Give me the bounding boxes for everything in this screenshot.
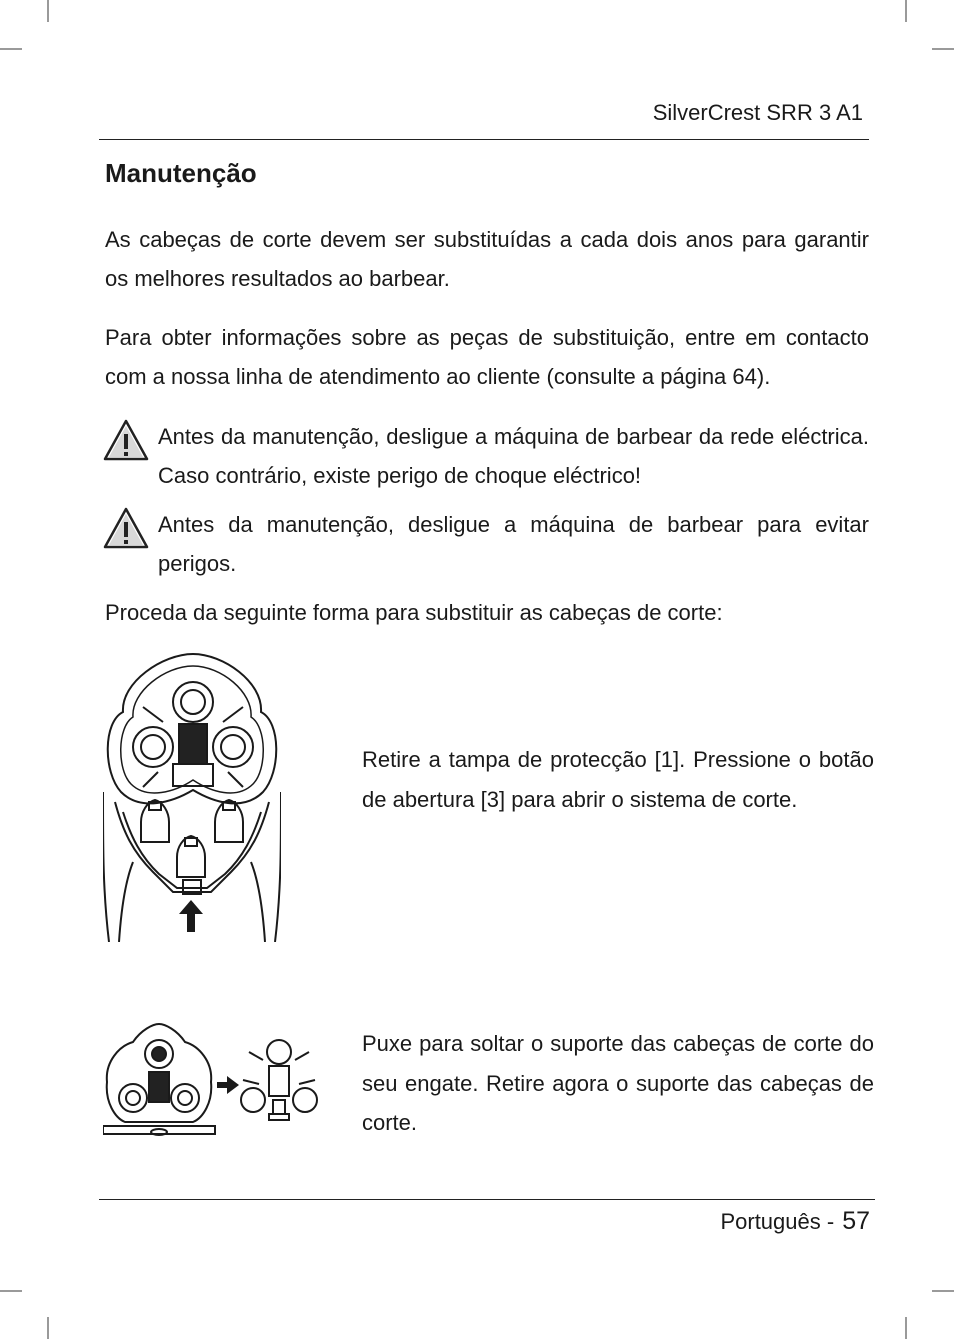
step-1-text: Retire a tampa de protecção [1]. Pressione o botão de abertura [3] para abrir o sistema de corte. [362, 747, 874, 812]
crop-mark [932, 1290, 954, 1292]
step-2-text: Puxe para soltar o suporte das cabeças de corte do seu engate. Retire agora o suporte das cabeças de corte. [362, 1031, 874, 1135]
header-rule [99, 139, 869, 140]
paragraph-replacement-interval: As cabeças de corte devem ser substituídas a cada dois anos para garantir os melhores resultados ao barbear. [105, 227, 869, 291]
footer-rule [99, 1199, 875, 1200]
crop-mark [47, 1317, 49, 1339]
crop-mark [932, 48, 954, 50]
crop-mark [47, 0, 49, 22]
crop-mark [905, 0, 907, 22]
page-footer [720, 1207, 870, 1236]
crop-mark [0, 48, 22, 50]
footer-language: Português - [720, 1209, 835, 1234]
arrow-icon [217, 1076, 239, 1094]
procedure-intro: Proceda da seguinte forma para substituir as cabeças de corte: [105, 600, 723, 625]
crop-mark [905, 1317, 907, 1339]
page-number: 57 [842, 1207, 870, 1235]
warning-text-electric: Antes da manutenção, desligue a máquina de barbear da rede eléctrica. Caso contrário, existe perigo de choque eléctrico! [158, 424, 869, 488]
warning-block [103, 505, 869, 583]
paragraph-spare-parts: Para obter informações sobre as peças de substituição, entre em contacto com a nossa linha de atendimento ao cliente (consulte a página 64). [105, 325, 869, 389]
warning-triangle-icon [103, 419, 149, 461]
crop-mark [0, 1290, 22, 1292]
section-title: Manutenção [105, 158, 257, 188]
page-header: SilverCrest SRR 3 A1 [652, 100, 863, 125]
warning-triangle-icon [103, 507, 149, 549]
warning-text-danger: Antes da manutenção, desligue a máquina de barbear para evitar perigos. [158, 512, 869, 576]
shaver-open-illustration [103, 652, 281, 942]
cutter-holder-removal-illustration [103, 1022, 329, 1138]
warning-block [103, 417, 869, 495]
arrow-icon [179, 900, 203, 932]
